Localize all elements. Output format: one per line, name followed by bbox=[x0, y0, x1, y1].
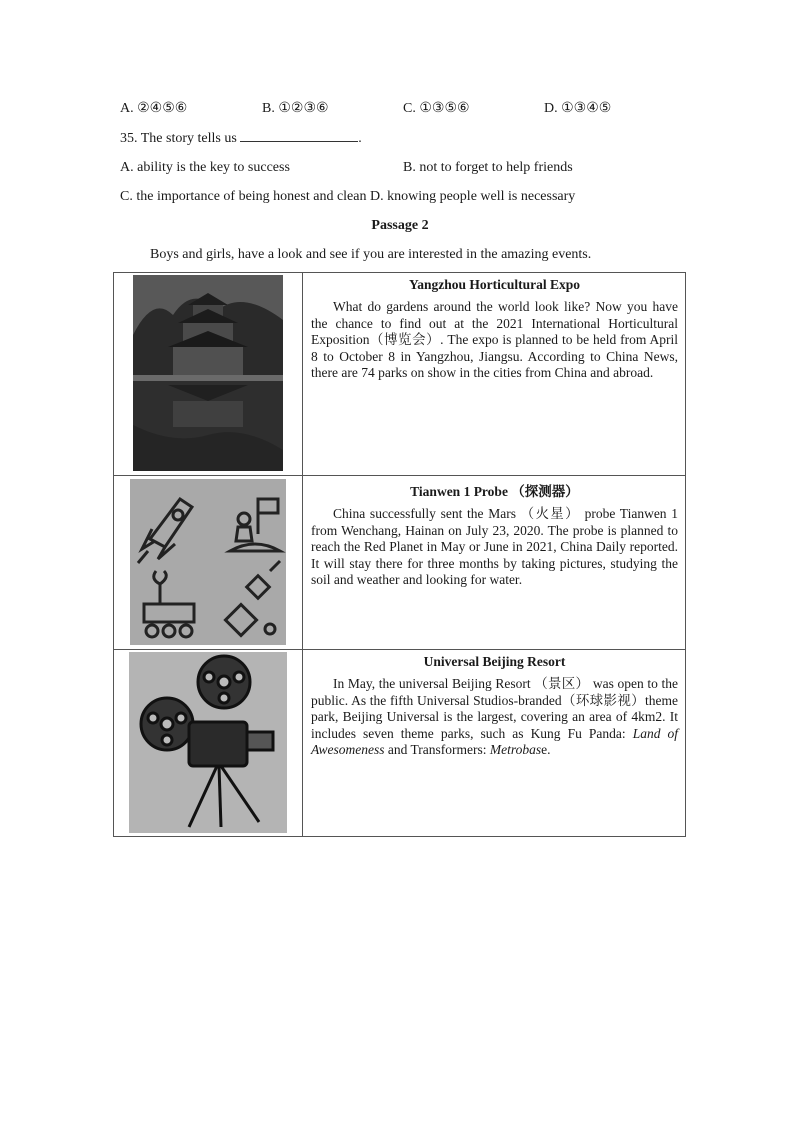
universal-title: Universal Beijing Resort bbox=[423, 654, 566, 669]
expo-body: What do gardens around the world look like? Now you have the chance to find out at the 2021 International Horticultural Exposition（博览会）. The expo is planned to be held from April 8 to October 8 in Yangzhou, Jiangsu. According to China News, there are 74 parks on show in the cities from China and abroad. bbox=[311, 299, 678, 380]
universal-body: In May, the universal Beijing Resort （景区） was open to the public. As the fifth Universal Studios-branded（环球影视）theme park, Beijing Universal is the largest, covering an area of 4km2. It includes seven theme parks, such as Kung Fu Panda: Land of Awesomeness and Transformers: Metrobase. bbox=[311, 676, 678, 757]
events-table bbox=[113, 272, 686, 837]
q34-option-b: B. ①②③⑥ bbox=[262, 101, 329, 116]
space-icons-picture bbox=[130, 479, 286, 645]
expo-text-cell bbox=[303, 273, 686, 476]
answer-blank[interactable] bbox=[240, 129, 358, 142]
passage-intro: Boys and girls, have a look and see if you are interested in the amazing events. bbox=[150, 247, 592, 262]
event-row-tianwen bbox=[114, 476, 686, 650]
passage-title: Passage 2 bbox=[371, 218, 429, 233]
q35-option-b: B. not to forget to help friends bbox=[403, 160, 573, 175]
universal-image-cell bbox=[114, 650, 303, 837]
pavilion-photo bbox=[133, 275, 283, 471]
universal-text-cell bbox=[303, 650, 686, 837]
tianwen-image-cell bbox=[114, 476, 303, 650]
q35-options-cd: C. the importance of being honest and clean D. knowing people well is necessary bbox=[120, 189, 576, 204]
q34-option-c: C. ①③⑤⑥ bbox=[403, 101, 470, 116]
event-row-universal bbox=[114, 650, 686, 837]
film-projector-picture bbox=[129, 652, 287, 833]
expo-title: Yangzhou Horticultural Expo bbox=[408, 277, 581, 292]
q34-option-d: D. ①③④⑤ bbox=[544, 101, 612, 116]
event-row-expo bbox=[114, 273, 686, 476]
tianwen-body: China successfully sent the Mars （火星） probe Tianwen 1 from Wenchang, Hainan on July 23, 2020. The probe is planned to reach the Red Planet in May or June in 2021, China Daily reported. It will stay there for three months by taking pictures, studying the soil and weather and looking for water. bbox=[311, 506, 678, 587]
tianwen-text-cell bbox=[303, 476, 686, 650]
q34-option-a: A. ②④⑤⑥ bbox=[120, 101, 188, 116]
q35-stem: 35. The story tells us . bbox=[120, 131, 362, 146]
tianwen-title: Tianwen 1 Probe （探测器） bbox=[410, 484, 579, 499]
q35-option-a: A. ability is the key to success bbox=[120, 160, 290, 175]
expo-image-cell bbox=[114, 273, 303, 476]
